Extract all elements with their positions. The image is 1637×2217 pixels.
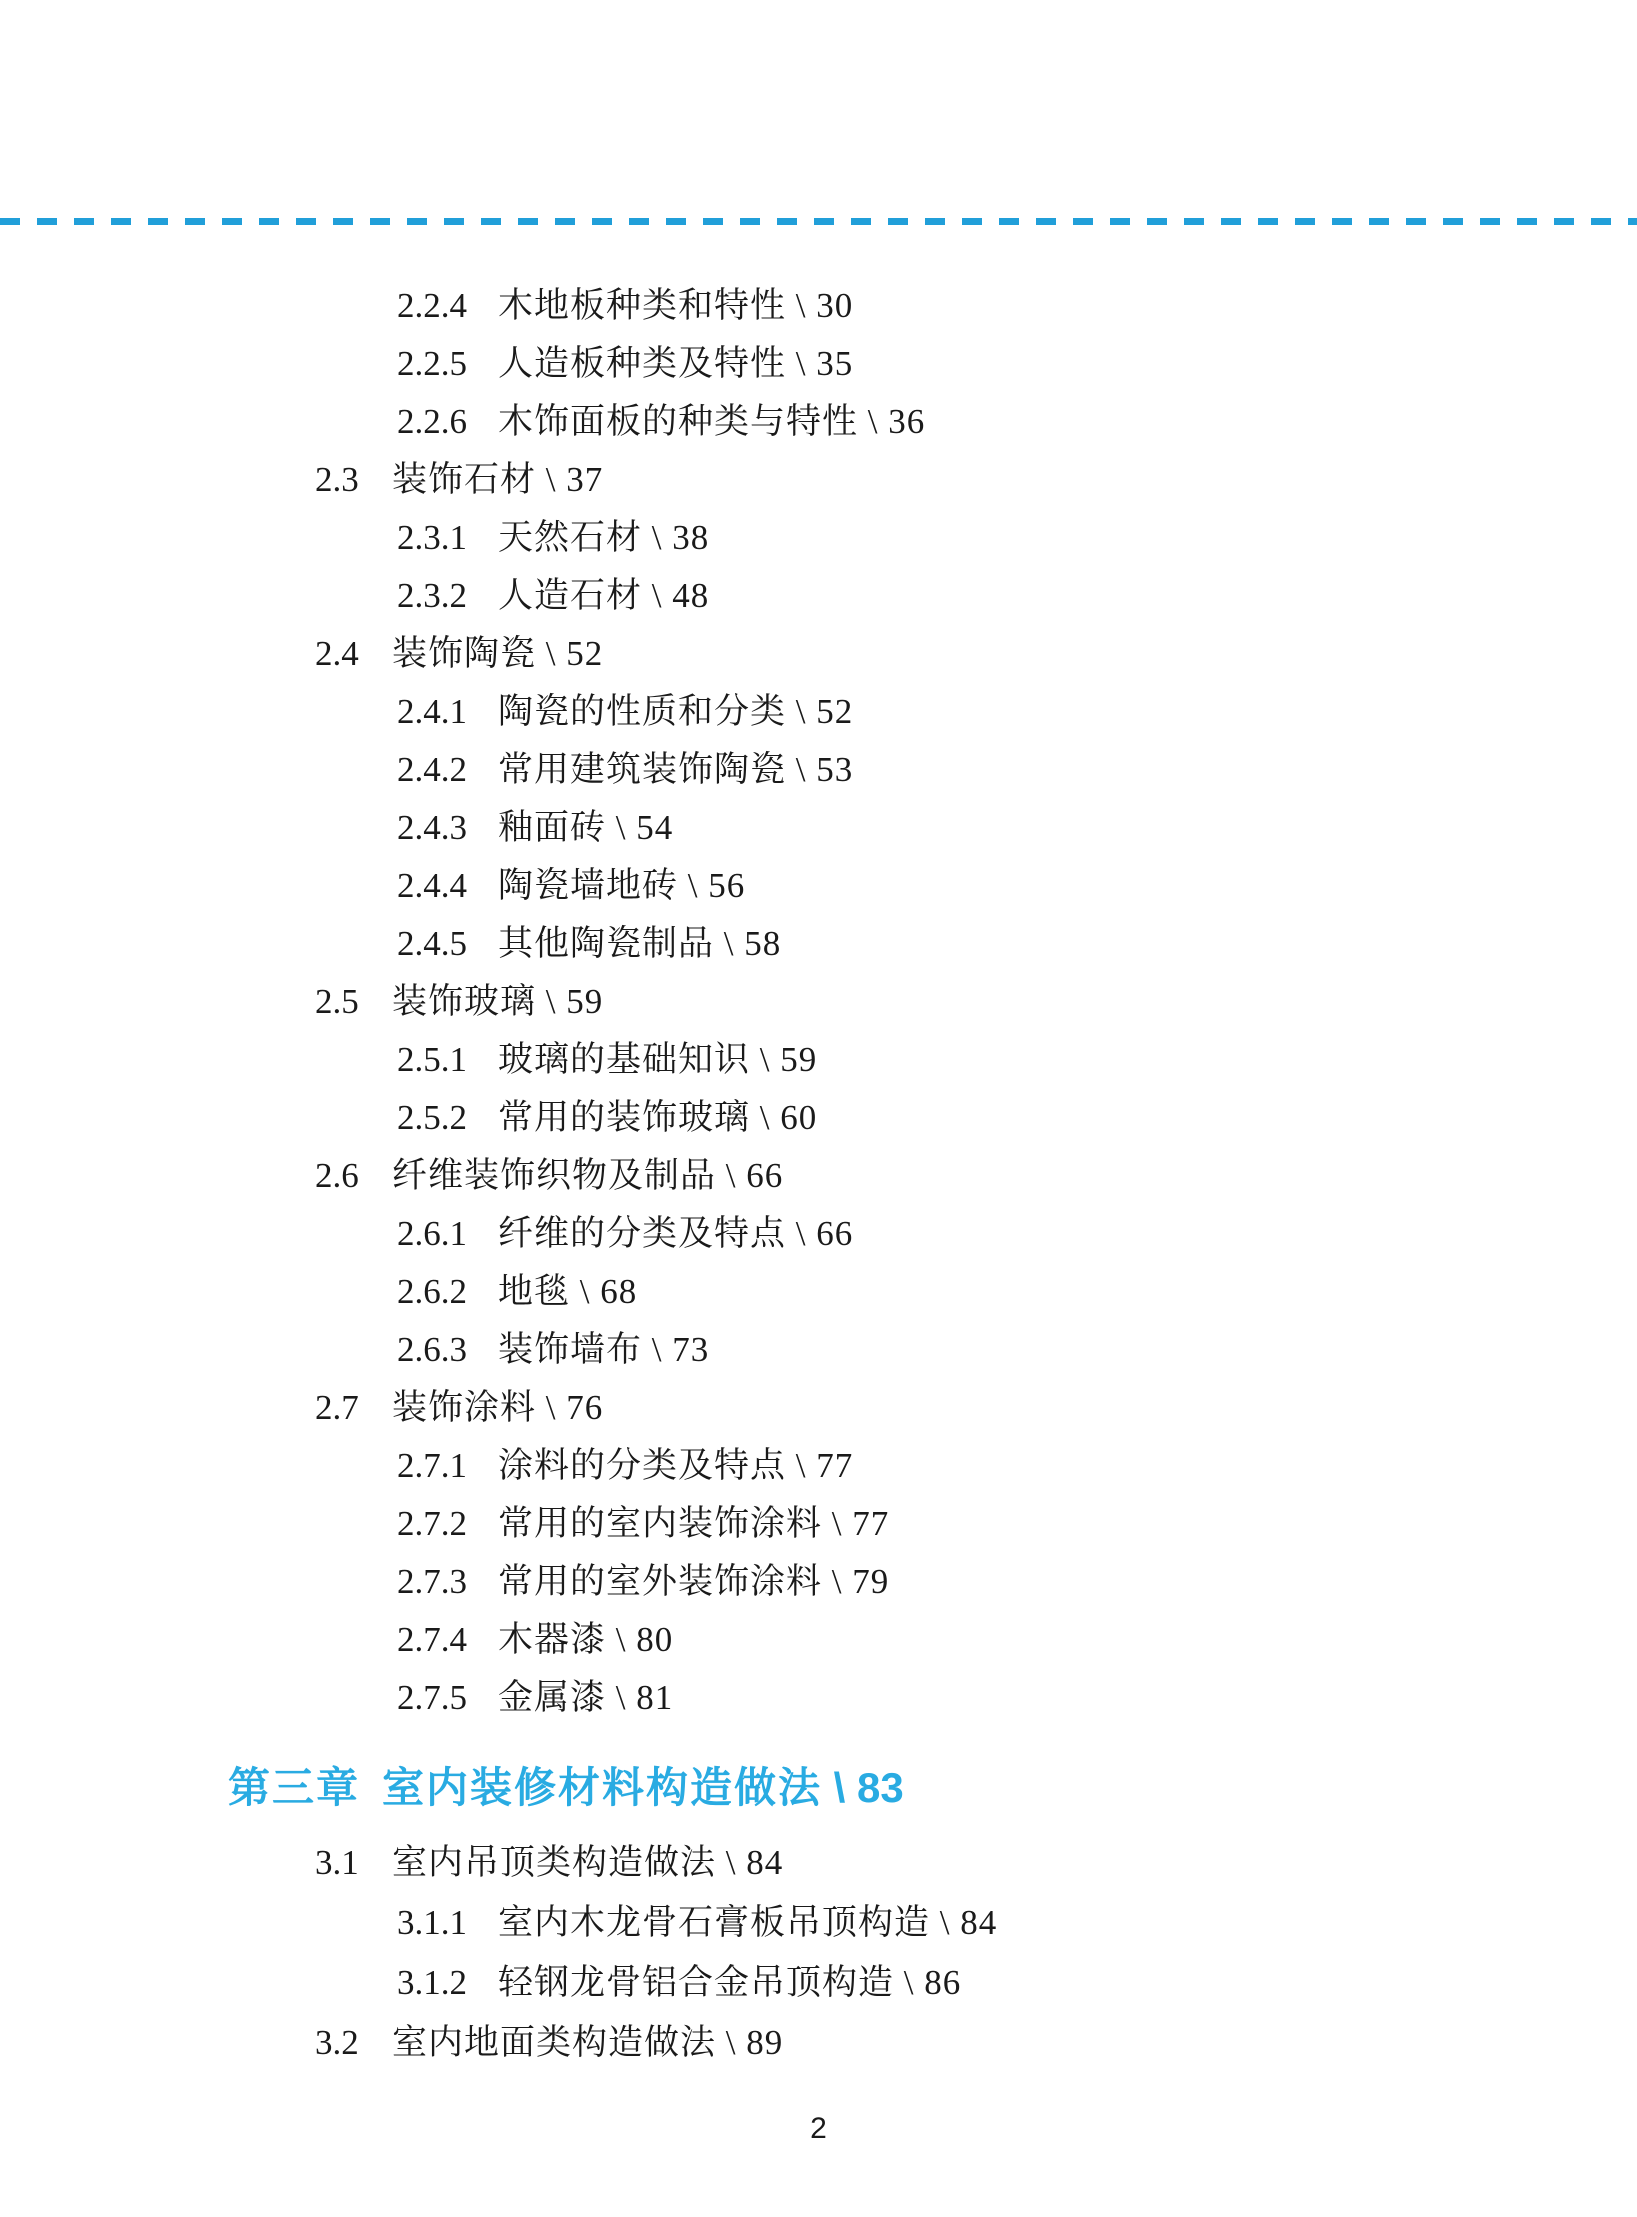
toc-entry-number: 2.7.2 [397,1503,467,1543]
toc-entry-number: 3.1.2 [397,1962,467,2002]
toc-entry-number: 2.5 [315,981,359,1021]
toc-entry-page: \ 38 [642,517,710,557]
toc-entry [0,1832,1637,1892]
toc-entry-page: \ 60 [750,1097,818,1137]
toc-entry-title: 釉面砖 [498,807,607,847]
toc-entry-page: \ 56 [678,865,746,905]
toc-entry-page: \ 80 [606,1619,674,1659]
toc-entry [0,1436,1637,1494]
toc-entry-page: \ 68 [570,1271,638,1311]
toc-entry-page: \ 77 [822,1503,890,1543]
toc-entry [0,914,1637,972]
toc-entry-page: \ 37 [536,459,604,499]
toc-entry [0,1952,1637,2012]
toc-entry [0,508,1637,566]
toc-entry-title: 陶瓷墙地砖 [498,865,679,905]
toc-entry-number: 2.3 [315,459,359,499]
toc-entry-page: \ 66 [786,1213,854,1253]
toc-entry-title: 地毯 [498,1271,571,1311]
toc-entry-title: 人造板种类及特性 [498,343,787,383]
dashed-divider [0,218,1637,225]
toc-entry-number: 2.2.4 [397,285,467,325]
toc-entry-title: 装饰墙布 [498,1329,643,1369]
toc-entry [0,1552,1637,1610]
page-number: 2 [810,2112,827,2145]
toc-entry-number: 2.6.2 [397,1271,467,1311]
toc-entry-number: 2.6 [315,1155,359,1195]
toc-entry-number: 2.6.1 [397,1213,467,1253]
toc-entry [0,624,1637,682]
toc-entry-number: 2.7.1 [397,1445,467,1485]
toc-entry-number: 2.3.2 [397,575,467,615]
toc-entry-number: 2.6.3 [397,1329,467,1369]
toc-entry [0,1088,1637,1146]
toc-entry-title: 室内木龙骨石膏板吊顶构造 [498,1902,931,1942]
toc-entry [0,392,1637,450]
toc-entry-number: 2.5.2 [397,1097,467,1137]
toc-entry-page: \ 54 [606,807,674,847]
toc-entry [0,1494,1637,1552]
toc-entry-page: \ 79 [822,1561,890,1601]
toc-entry-title: 常用的装饰玻璃 [498,1097,751,1137]
toc-entry-number: 3.2 [315,2022,359,2062]
chapter-page: \ 83 [822,1764,904,1811]
toc-entry-title: 装饰涂料 [392,1387,537,1427]
toc-entry [0,334,1637,392]
toc-entry-page: \ 48 [642,575,710,615]
toc-entry-number: 3.1.1 [397,1902,467,1942]
toc-entry-page: \ 35 [786,343,854,383]
toc-entry-page: \ 76 [536,1387,604,1427]
toc-entry-page: \ 81 [606,1677,674,1717]
toc-entry-number: 2.7.3 [397,1561,467,1601]
toc-entry [0,1204,1637,1262]
toc-entry-number: 2.7 [315,1387,359,1427]
toc-entry-title: 常用建筑装饰陶瓷 [498,749,787,789]
toc-entry-number: 2.3.1 [397,517,467,557]
toc-entry-page: \ 84 [930,1902,998,1942]
chapter-title: 室内装修材料构造做法 [382,1764,823,1811]
toc-entry-page: \ 52 [786,691,854,731]
toc-entry [0,1320,1637,1378]
toc-entry [0,2012,1637,2072]
toc-entry-page: \ 73 [642,1329,710,1369]
toc-entry-title: 金属漆 [498,1677,607,1717]
toc-entry-number: 2.4.4 [397,865,467,905]
toc-entry-title: 木器漆 [498,1619,607,1659]
toc-entry [0,1610,1637,1668]
toc-entry [0,856,1637,914]
toc-entry [0,1668,1637,1726]
toc-entry-number: 2.4.3 [397,807,467,847]
toc-entry-title: 人造石材 [498,575,643,615]
toc-entry-title: 轻钢龙骨铝合金吊顶构造 [498,1962,895,2002]
chapter-label: 第三章 [228,1764,361,1811]
toc-entry-title: 室内地面类构造做法 [392,2022,717,2062]
chapter-heading [0,1762,1637,1814]
toc-entry-number: 2.2.6 [397,401,467,441]
toc-entry-number: 3.1 [315,1842,359,1882]
toc-entry-title: 装饰石材 [392,459,537,499]
toc-entry-page: \ 58 [714,923,782,963]
toc-entry-title: 玻璃的基础知识 [498,1039,751,1079]
toc-entry-title: 其他陶瓷制品 [498,923,715,963]
toc-entry-number: 2.5.1 [397,1039,467,1079]
toc-entry-title: 室内吊顶类构造做法 [392,1842,717,1882]
toc-entry [0,740,1637,798]
toc-entry-title: 涂料的分类及特点 [498,1445,787,1485]
toc-entry-title: 装饰陶瓷 [392,633,537,673]
toc-entry-page: \ 86 [894,1962,962,2002]
toc-entry-page: \ 59 [536,981,604,1021]
toc-entry [0,450,1637,508]
toc-entry-title: 木饰面板的种类与特性 [498,401,859,441]
toc-entry-page: \ 77 [786,1445,854,1485]
toc-entry [0,972,1637,1030]
toc-entry-page: \ 84 [716,1842,784,1882]
toc-entry-number: 2.7.4 [397,1619,467,1659]
toc-entry-title: 常用的室外装饰涂料 [498,1561,823,1601]
toc-entry-page: \ 59 [750,1039,818,1079]
toc-list [0,276,1637,2072]
toc-entry [0,1262,1637,1320]
toc-entry-page: \ 52 [536,633,604,673]
toc-entry-page: \ 66 [716,1155,784,1195]
toc-entry-title: 纤维装饰织物及制品 [392,1155,717,1195]
toc-entry-number: 2.4 [315,633,359,673]
toc-entry-title: 陶瓷的性质和分类 [498,691,787,731]
toc-entry-number: 2.2.5 [397,343,467,383]
toc-entry-title: 纤维的分类及特点 [498,1213,787,1253]
toc-entry-page: \ 30 [786,285,854,325]
toc-entry-number: 2.4.1 [397,691,467,731]
toc-entry [0,798,1637,856]
toc-entry [0,682,1637,740]
toc-entry-number: 2.4.2 [397,749,467,789]
toc-entry [0,1146,1637,1204]
toc-entry-title: 天然石材 [498,517,643,557]
toc-entry-page: \ 36 [858,401,926,441]
toc-entry-title: 装饰玻璃 [392,981,537,1021]
toc-entry [0,566,1637,624]
toc-entry [0,1030,1637,1088]
toc-entry-page: \ 89 [716,2022,784,2062]
toc-entry [0,276,1637,334]
toc-entry-number: 2.7.5 [397,1677,467,1717]
toc-entry-title: 木地板种类和特性 [498,285,787,325]
toc-entry [0,1378,1637,1436]
toc-entry-title: 常用的室内装饰涂料 [498,1503,823,1543]
toc-entry-page: \ 53 [786,749,854,789]
toc-entry [0,1892,1637,1952]
toc-entry-number: 2.4.5 [397,923,467,963]
